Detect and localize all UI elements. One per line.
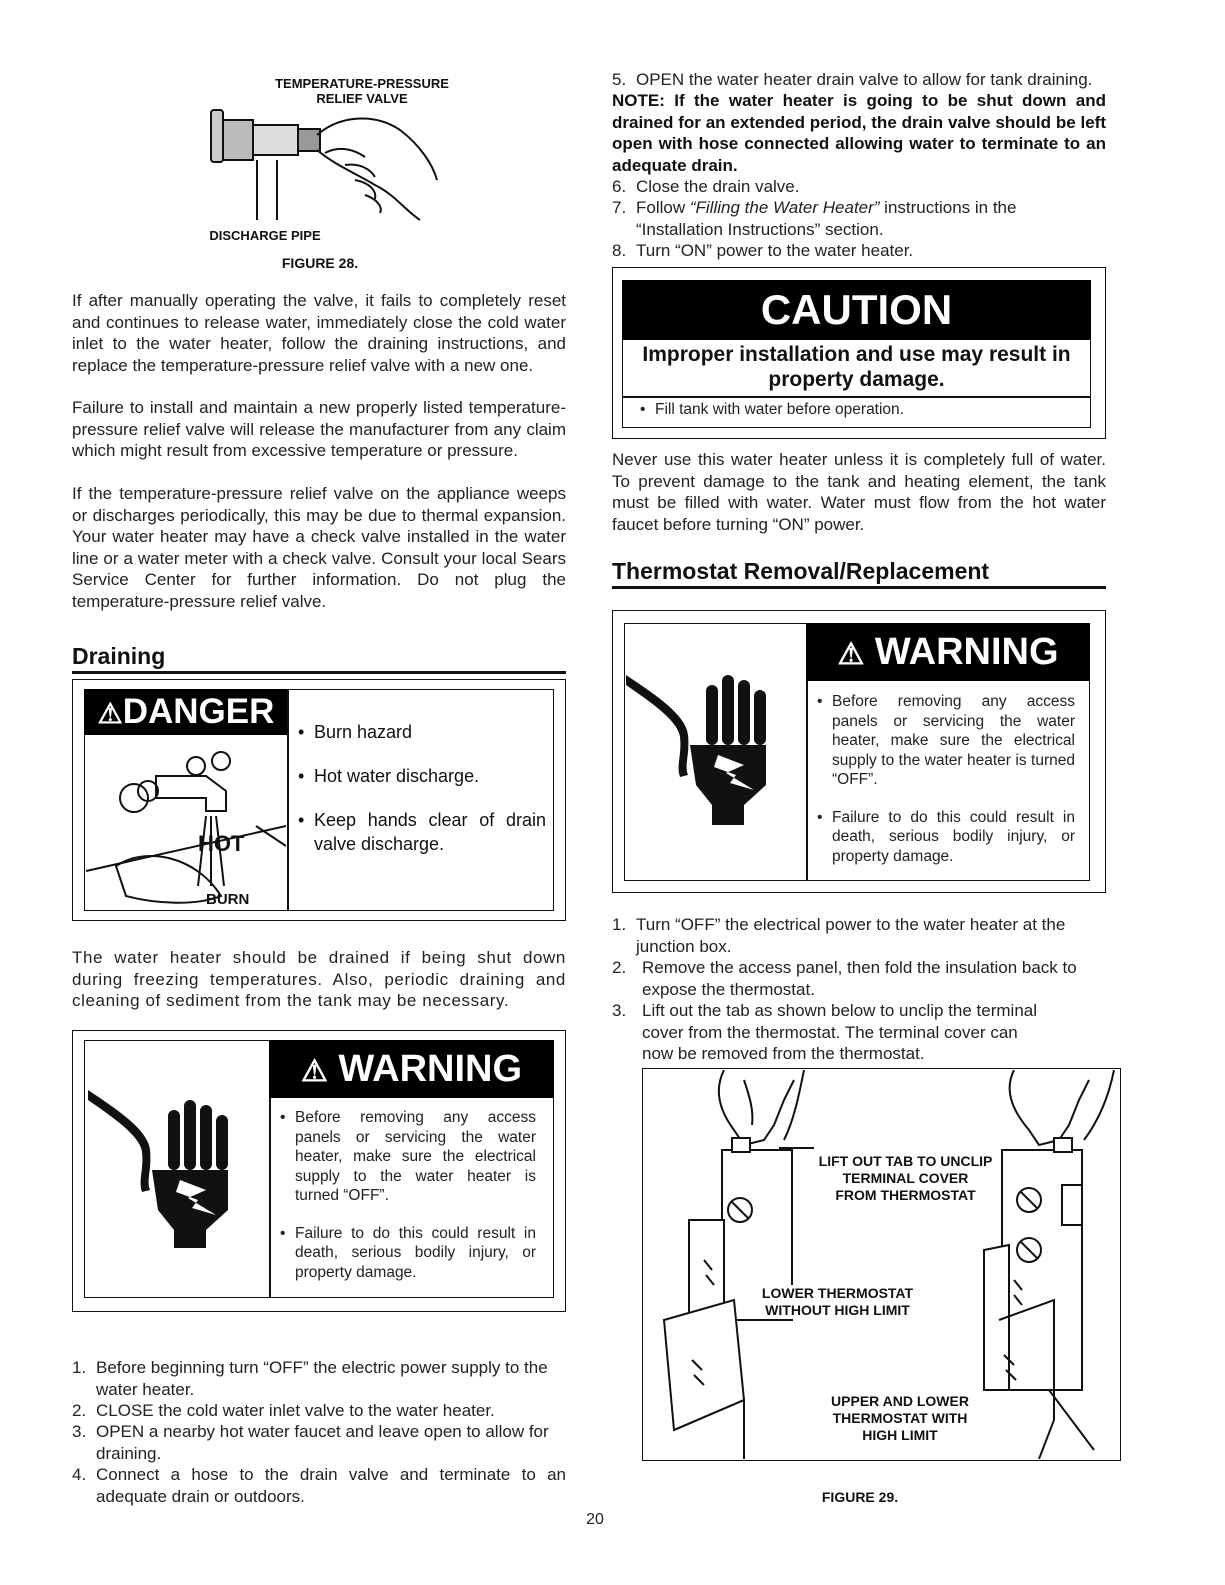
- right-step-5: 5. OPEN the water heater drain valve to allow for tank draining.: [612, 70, 1093, 89]
- left-step-3: 3. OPEN a nearby hot water faucet and leave open to allow for draining.: [72, 1422, 549, 1463]
- note-drain-extended: NOTE: If the water heater is going to be shut down and drained for an extended period, the drain valve should be left open with hose connected allowing water to terminate to an adequate drain.: [612, 91, 1106, 175]
- page-number: 20: [586, 1511, 604, 1528]
- danger-divider: [287, 689, 289, 911]
- caution-main-text: Improper installation and use may result in property damage.: [642, 343, 1071, 391]
- left-warning-item-before: • Before removing any access panels or servicing the water heater, make sure the electrical supply to the water heater is turned “OFF”.: [280, 1108, 536, 1206]
- warning-triangle-icon: ⚠: [97, 698, 123, 729]
- danger-item-discharge: • Hot water discharge.: [298, 764, 546, 788]
- right-warning-banner: ⚠ WARNING: [806, 623, 1090, 681]
- right-warning-item-failure: • Failure to do this could result in death, serious bodily injury, or property damage.: [817, 808, 1075, 867]
- thermostat-heading: Thermostat Removal/Replacement: [612, 558, 990, 584]
- paragraph-reset-valve: If after manually operating the valve, it fails to completely reset and continues to release water, immediately close the cold water inlet to the water heater, follow the draining instructions, and replace the temperature-pressure relief valve with a new one.: [72, 291, 566, 375]
- relief-valve-illustration: [205, 95, 450, 230]
- danger-item-hands: • Keep hands clear of drain valve discharge.: [298, 808, 546, 856]
- hot-water-burn-icon: [86, 736, 286, 909]
- fig29-caption: FIGURE 29.: [821, 1489, 899, 1505]
- fig29-label-lower: LOWER THERMOSTAT WITHOUT HIGH LIMIT: [750, 1285, 925, 1319]
- fig29-label-upper: UPPER AND LOWER THERMOSTAT WITH HIGH LIMIT: [815, 1393, 985, 1444]
- danger-banner: ⚠DANGER: [84, 689, 288, 735]
- right-electric-hand-icon: [626, 655, 796, 835]
- draining-heading: Draining: [72, 643, 166, 669]
- fig29-label-tab: LIFT OUT TAB TO UNCLIP TERMINAL COVER FROM THERMOSTAT: [818, 1153, 993, 1203]
- left-warning-item-failure: • Failure to do this could result in death, serious bodily injury, or property damage.: [280, 1224, 536, 1283]
- right-step-3: 3. Lift out the tab as shown below to unclip the terminal cover from the thermostat. The terminal cover can now be removed from the thermostat.: [612, 1001, 1038, 1063]
- right-step-8: 8. Turn “ON” power to the water heater.: [612, 241, 914, 260]
- fig28-label-discharge: DISCHARGE PIPE: [209, 228, 321, 243]
- right-warning-item-before: • Before removing any access panels or servicing the water heater, make sure the electrical supply to the water heater is turned “OFF”.: [817, 692, 1075, 790]
- right-step-2: 2. Remove the access panel, then fold the insulation back to expose the thermostat.: [612, 958, 1077, 999]
- caution-bullet: • Fill tank with water before operation.: [640, 400, 1080, 420]
- right-warning-items: [817, 692, 1075, 866]
- left-electric-hand-icon: [88, 1070, 258, 1250]
- left-warning-items: [280, 1108, 536, 1282]
- thermostat-rule: [612, 586, 1106, 589]
- right-step-7: 7. Follow “Filling the Water Heater” instructions in the “Installation Instructions” section.: [612, 198, 1017, 239]
- fig28-caption: FIGURE 28.: [281, 255, 359, 271]
- burn-label: BURN: [206, 891, 250, 908]
- draining-rule: [72, 671, 566, 674]
- left-step-2: 2. CLOSE the cold water inlet valve to the water heater.: [72, 1401, 495, 1420]
- paragraph-weeps: If the temperature-pressure relief valve on the appliance weeps or discharges periodically, this may be due to thermal expansion. Your water heater may have a check valve installed in the water line or a water meter with a check valve. Consult your local Sears Service Center for further information. Do not plug the temperature-pressure relief valve.: [72, 484, 566, 611]
- warning-triangle-icon: ⚠: [837, 638, 865, 671]
- warning-triangle-icon: ⚠: [300, 1055, 328, 1088]
- danger-item-burn: • Burn hazard: [298, 720, 546, 744]
- paragraph-drain-freezing: The water heater should be drained if being shut down during freezing temperatures. Also, periodic draining and cleaning of sediment from the tank may be necessary.: [72, 948, 566, 1010]
- left-step-4: 4. Connect a hose to the drain valve and terminate to an adequate drain or outdoors.: [72, 1465, 566, 1506]
- hot-label: HOT: [198, 831, 245, 856]
- paragraph-never-use: Never use this water heater unless it is completely full of water. To prevent damage to the tank and heating element, the tank must be filled with water. Water must flow from the hot water faucet before turning “ON” power.: [612, 450, 1106, 534]
- caution-banner: CAUTION: [622, 280, 1091, 340]
- paragraph-failure-install: Failure to install and maintain a new properly listed temperature-pressure relief valve will release the manufacturer from any claim which might result from excessive temperature or pressure.: [72, 398, 566, 460]
- left-warning-banner: ⚠ WARNING: [269, 1040, 554, 1098]
- right-step-6: 6. Close the drain valve.: [612, 177, 800, 196]
- right-step-1: 1. Turn “OFF” the electrical power to the water heater at the junction box.: [612, 915, 1066, 956]
- left-step-1: 1. Before beginning turn “OFF” the electric power supply to the water heater.: [72, 1358, 548, 1399]
- caution-divider: [622, 396, 1091, 398]
- fig28-label-top: TEMPERATURE-PRESSURE RELIEF VALVE: [275, 76, 449, 106]
- danger-items: [298, 720, 546, 856]
